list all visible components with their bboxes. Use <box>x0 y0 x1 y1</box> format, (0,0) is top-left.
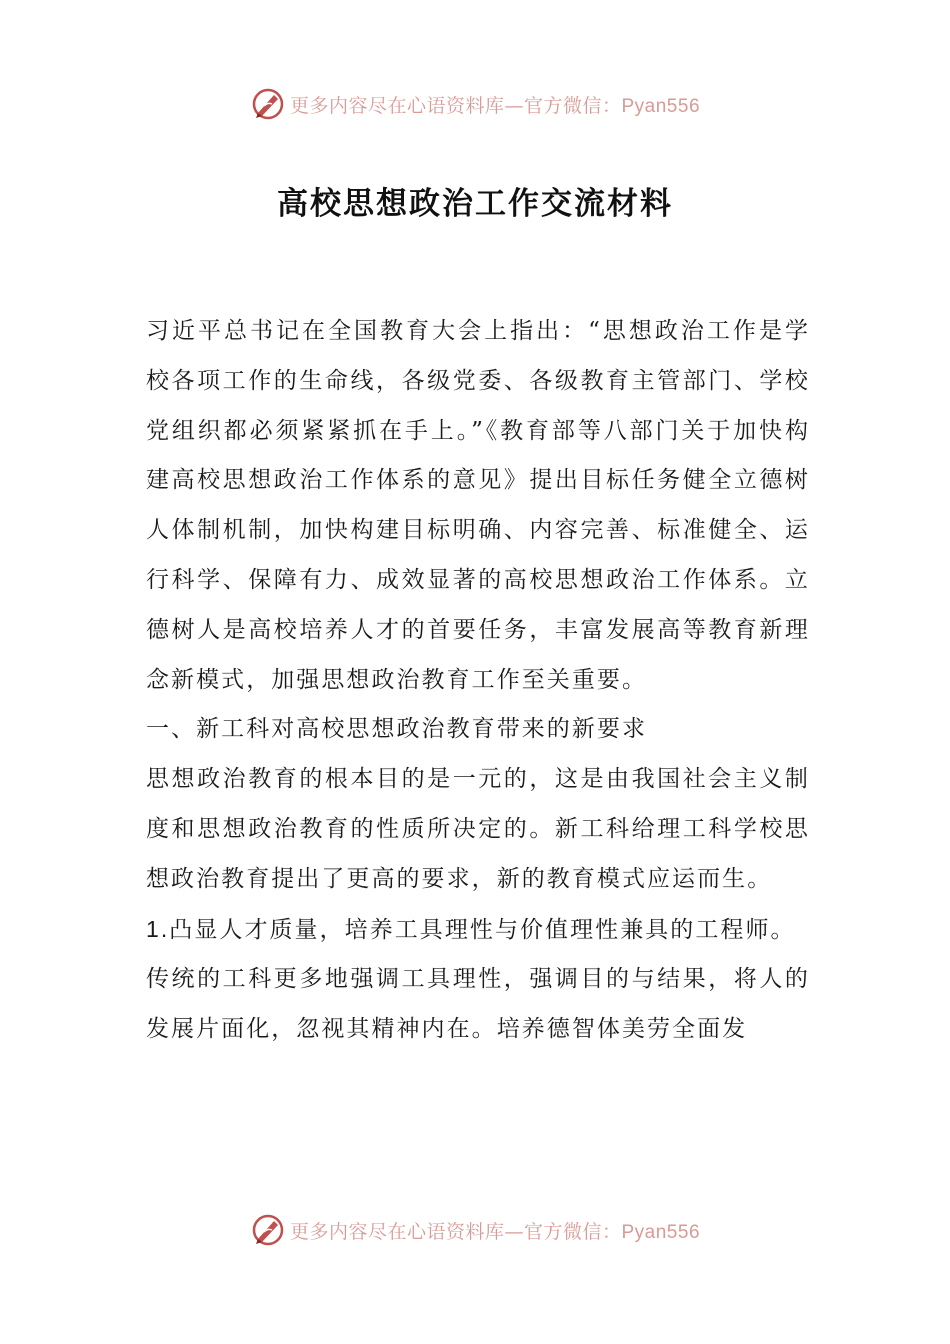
pen-logo-icon <box>250 1212 286 1248</box>
watermark-text: 更多内容尽在心语资料库—官方微信：Pyan556 <box>289 1220 701 1243</box>
footer-watermark <box>0 1210 950 1250</box>
section-paragraph: 思想政治教育的根本目的是一元的，这是由我国社会主义制度和思想政治教育的性质所决定的。新工科给理工科学校思想政治教育提出了更高的要求，新的教育模式应运而生。 <box>146 766 810 892</box>
item-number: 1. <box>146 915 170 942</box>
header-watermark <box>0 84 950 124</box>
section-heading: 一、新工科对高校思想政治教育带来的新要求 <box>146 716 647 743</box>
pen-logo-icon <box>250 86 286 122</box>
numbered-item <box>146 905 810 956</box>
intro-paragraph: 习近平总书记在全国教育大会上指出：“思想政治工作是学校各项工作的生命线，各级党委、各级教育主管部门、学校党组织都必须紧紧抓在手上。”《教育部等八部门关于加快构建高校思想政治工作体系的意见》提出目标任务健全立德树人体制机制，加快构建目标明确、内容完善、标准健全、运行科学、保障有力、成效显著的高校思想政治工作体系。立德树人是高校培养人才的首要任务，丰富发展高等教育新理念新模式，加强思想政治教育工作至关重要。 <box>146 318 810 693</box>
watermark-text: 更多内容尽在心语资料库—官方微信：Pyan556 <box>289 94 701 117</box>
page-title: 高校思想政治工作交流材料 <box>277 186 673 222</box>
item-paragraph: 传统的工科更多地强调工具理性，强调目的与结果，将人的发展片面化，忽视其精神内在。培养德智体美劳全面发 <box>146 966 810 1043</box>
document-body <box>146 307 810 1055</box>
item-heading: 凸显人才质量，培养工具理性与价值理性兼具的工程师。 <box>169 916 796 943</box>
